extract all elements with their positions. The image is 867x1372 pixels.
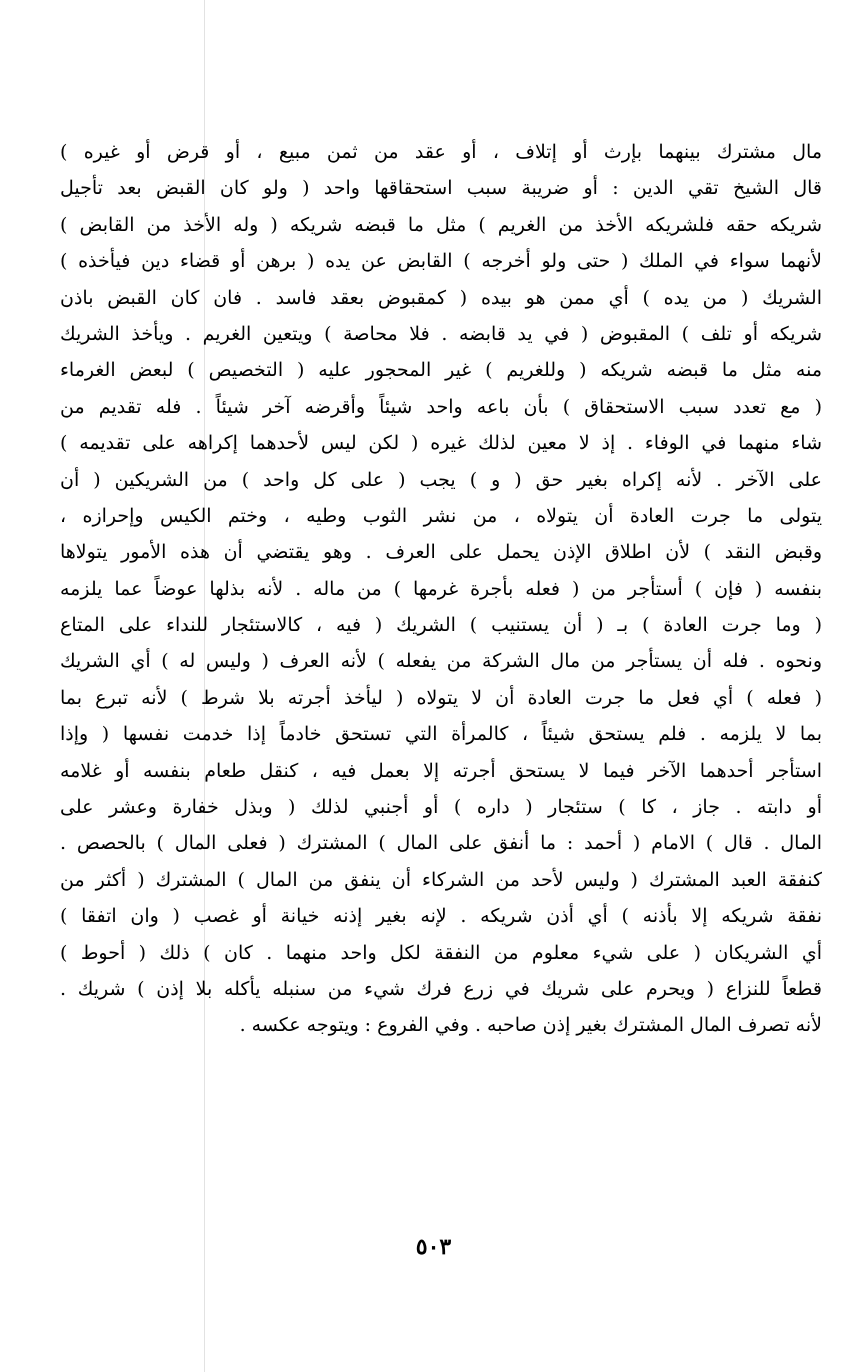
text-line: الشريك ( من يده ) أي ممن هو بيده ( كمقبوض بعقد فاسد . فان كان القبض باذن (60, 286, 822, 309)
text-line: نفقة شريكه إلا بأذنه ) أي أذن شريكه . لإنه بغير إذنه خيانة أو غصب ( وان اتفقا ) (60, 905, 822, 928)
text-line: قطعاً للنزاع ( ويحرم على شريك في زرع فرك شيء من سنبله يأكله بلا إذن ) شريك . (60, 977, 822, 1000)
text-line: أي الشريكان ( على شيء معلوم من النفقة لكل واحد منهما . كان ) ذلك ( أحوط ) (60, 941, 822, 964)
text-line: بنفسه ( فإن ) أستأجر من ( فعله بأجرة غرمها ) من ماله . لأنه بذلها عوضاً عما يلزمه (60, 577, 822, 600)
text-line: شريكه حقه فلشريكه الأخذ من الغريم ) مثل ما قبضه شريكه ( وله الأخذ من القابض ) (60, 213, 822, 236)
text-line: على الآخر . لأنه إكراه بغير حق ( و ) يجب ( على كل واحد ) من الشريكين ( أن (60, 468, 822, 491)
text-line: ونحوه . فله أن يستأجر من مال الشركة من يفعله ) لأنه العرف ( وليس له ) أي الشريك (60, 650, 822, 673)
text-line: المال . قال ) الامام ( أحمد : ما أنفق على المال ) المشترك ( فعلى المال ) بالحصص . (60, 832, 822, 855)
text-line: قال الشيخ تقي الدين : أو ضريبة سبب استحقاقها واحد ( ولو كان القبض بعد تأجيل (60, 177, 822, 200)
text-line: أو دابته . جاز ، كا ) ستئجار ( داره ) أو أجنبي لذلك ( وبذل خفارة وعشر على (60, 796, 822, 819)
text-line: ( مع تعدد سبب الاستحقاق ) بأن باعه واحد شيئاً وأقرضه آخر شيئاً . فله تقديم من (60, 395, 822, 418)
text-line: كنفقة العبد المشترك ( وليس لأحد من الشركاء أن ينفق من المال ) المشترك ( أكثر من (60, 868, 822, 891)
text-line: منه مثل ما قبضه شريكه ( وللغريم ) غير المحجور عليه ( التخصيص ) لبعض الغرماء (60, 359, 822, 382)
text-line-last: لأنه تصرف المال المشترك بغير إذن صاحبه . وفي الفروع : ويتوجه عكسه . (239, 1014, 822, 1037)
text-line: استأجر أحدهما الآخر فيما لا يستحق أجرته إلا بعمل فيه ، كنقل طعام بنفسه أو غلامه (60, 759, 822, 782)
text-line: ( فعله ) أي فعل ما جرت العادة أن لا يتولاه ( ليأخذ أجرته بلا شرط ) لأنه تبرع بما (60, 686, 822, 709)
text-line: شريكه أو تلف ) المقبوض ( في يد قابضه . فلا محاصة ) ويتعين الغريم . ويأخذ الشريك (60, 322, 822, 345)
text-line: مال مشترك بينهما بإرث أو إتلاف ، أو عقد من ثمن مبيع ، أو قرض أو غيره ) (60, 141, 822, 163)
text-line: يتولى ما جرت العادة أن يتولاه ، من نشر الثوب وطيه ، وختم الكيس وإحرازه ، (60, 504, 822, 527)
text-line: وقبض النقد ) لأن اطلاق الإذن يحمل على العرف . وهو يقتضي أن هذه الأمور يتولاها (60, 541, 822, 564)
text-line: ( وما جرت العادة ) بـ ( أن يستنيب ) الشريك ( فيه ، كالاستئجار للنداء على المتاع (60, 614, 822, 637)
body-text (60, 134, 822, 1044)
text-line: لأنهما سواء في الملك ( حتى ولو أخرجه ) القابض عن يده ( برهن أو قضاء دين فيأخذه ) (60, 250, 822, 273)
page-number: ٥٠٣ (415, 1234, 452, 1260)
text-line: بما لا يلزمه . فلم يستحق شيئاً ، كالمرأة التي تستحق خادماً إذا خدمت نفسها ( وإذا (60, 723, 822, 746)
text-line: شاء منهما في الوفاء . إذ لا معين لذلك غيره ( لكن ليس لأحدهما إكراهه على تقديمه ) (60, 432, 822, 455)
